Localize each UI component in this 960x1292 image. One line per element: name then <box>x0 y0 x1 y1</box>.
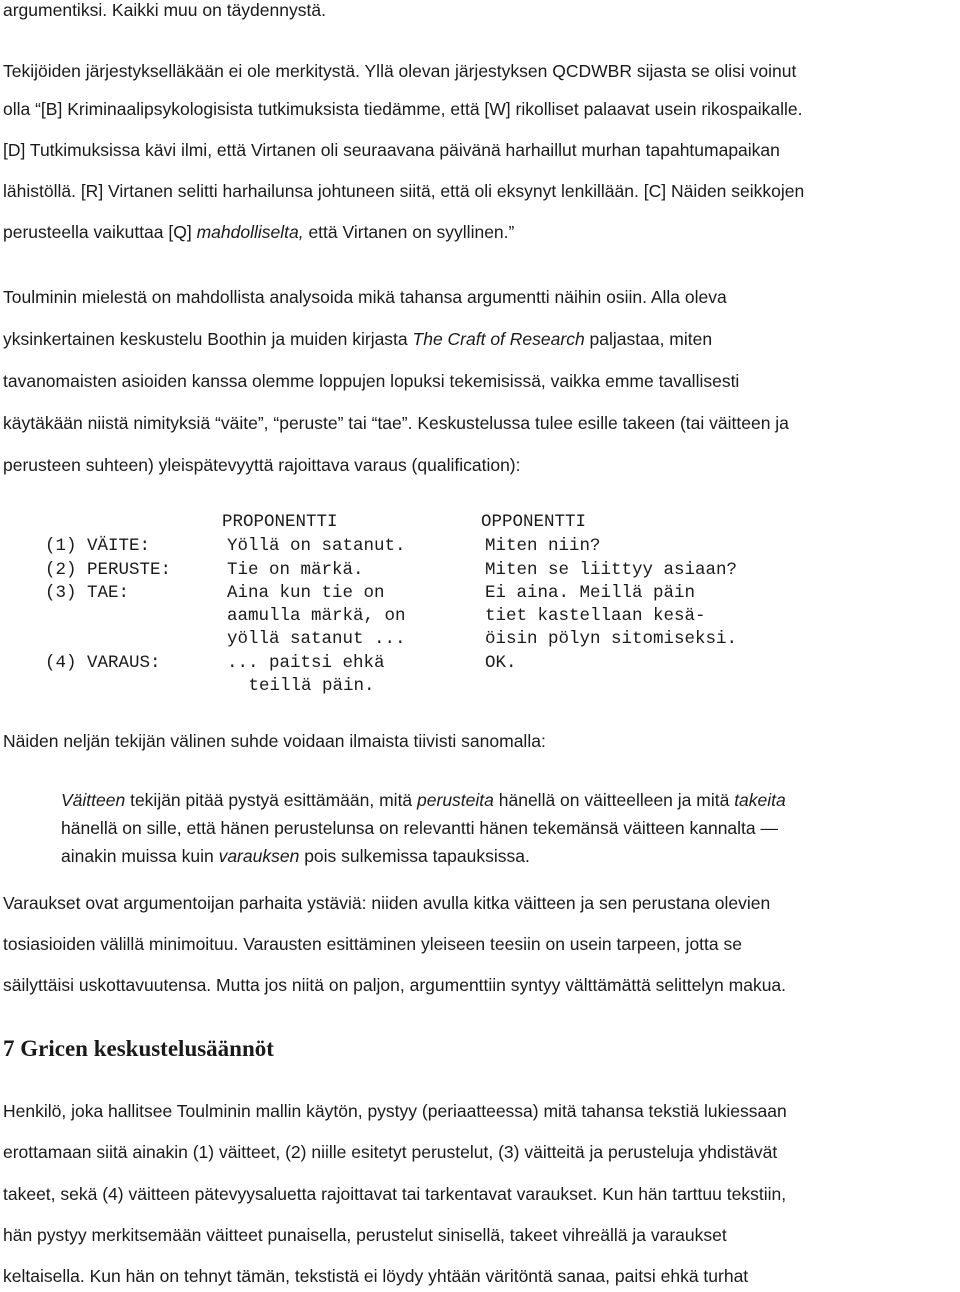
text-line: Varaukset ovat argumentoijan parhaita ystäviä: niiden avulla kitka väitteen ja sen perustana olevien <box>3 893 771 913</box>
row-label-claim: (1) VÄITE: <box>45 536 151 556</box>
text-line: käytäkään niistä nimityksiä “väite”, “peruste” tai “tae”. Keskustelussa tulee esille takeen (tai väitteen ja <box>3 413 789 433</box>
proponent-cell: yöllä satanut ... <box>227 629 406 649</box>
text-line: olla “[B] Kriminaalipsykologisista tutkimuksista tiedämme, että [W] rikolliset palaavat usein rikospaikalle. <box>3 99 803 119</box>
text-run: paljastaa, miten <box>584 329 713 349</box>
proponent-cell: Yöllä on satanut. <box>227 536 406 556</box>
header-opponent: OPPONENTTI <box>481 512 587 532</box>
quote-line <box>61 846 530 867</box>
opponent-cell: Miten niin? <box>485 536 601 556</box>
text-line: Toulminin mielestä on mahdollista analysoida mikä tahansa argumentti näihin osiin. Alla oleva <box>3 287 727 307</box>
proponent-cell: ... paitsi ehkä <box>227 653 385 673</box>
proponent-cell: aamulla märkä, on <box>227 606 406 626</box>
row-label-warrant: (3) TAE: <box>45 583 130 603</box>
text-line: Tekijöiden järjestykselläkään ei ole merkitystä. Yllä olevan järjestyksen QCDWBR sijasta se olisi voinut <box>3 61 797 81</box>
text-line: keltaisella. Kun hän on tehnyt tämän, tekstistä ei löydy yhtään väritöntä sanaa, paitsi ehkä turhat <box>3 1266 749 1286</box>
quote-line <box>61 818 778 839</box>
proponent-cell: Tie on märkä. <box>227 560 364 580</box>
emphasis-text: takeita <box>734 790 786 810</box>
text-line: Näiden neljän tekijän välinen suhde voidaan ilmaista tiivisti sanomalla: <box>3 731 546 751</box>
book-title: The Craft of Research <box>412 329 585 349</box>
opponent-cell: OK. <box>485 653 517 673</box>
emphasis-text: mahdolliselta, <box>196 222 304 242</box>
proponent-cell: Aina kun tie on <box>227 583 385 603</box>
text-line: Henkilö, joka hallitsee Toulminin mallin käytön, pystyy (periaatteessa) mitä tahansa tekstiä lukiessaan <box>3 1101 787 1121</box>
text-run: ainakin muissa kuin <box>61 846 219 866</box>
text-run: tekijän pitää pystyä esittämään, mitä <box>125 790 418 810</box>
text-line: tavanomaisten asioiden kanssa olemme loppujen lopuksi tekemisissä, vaikka emme tavallisesti <box>3 371 740 391</box>
text-run: perusteella vaikuttaa [Q] <box>3 222 197 242</box>
text-line: lähistöllä. [R] Virtanen selitti harhailunsa johtuneen siitä, että oli eksynyt lenkillään. [C] Näiden seikkojen <box>3 181 805 201</box>
text-run: hänellä on väitteelleen ja mitä <box>493 790 735 810</box>
header-proponent: PROPONENTTI <box>222 512 338 532</box>
opponent-cell: öisin pölyn sitomiseksi. <box>485 629 738 649</box>
text-line <box>3 329 712 350</box>
text-line: säilyttäisi uskottavuutensa. Mutta jos niitä on paljon, argumenttiin syntyy välttämättä selittelyn makua. <box>3 975 787 995</box>
emphasis-text: perusteita <box>417 790 494 810</box>
section-heading: 7 Gricen keskustelusäännöt <box>3 1036 274 1061</box>
text-line: perusteen suhteen) yleispätevyyttä rajoittava varaus (qualification): <box>3 455 521 475</box>
opponent-cell: Miten se liittyy asiaan? <box>485 560 738 580</box>
row-label-qualifier: (4) VARAUS: <box>45 653 161 673</box>
text-line: erottamaan siitä ainakin (1) väitteet, (2) niille esitetyt perustelut, (3) väitteitä ja perusteluja yhdistävät <box>3 1142 778 1162</box>
proponent-cell: teillä päin. <box>238 676 375 696</box>
text-line: [D] Tutkimuksissa kävi ilmi, että Virtanen oli seuraavana päivänä harhaillut murhan tapahtumapaikan <box>3 140 780 160</box>
text-run: pois sulkemissa tapauksissa. <box>299 846 530 866</box>
text-line: argumentiksi. Kaikki muu on täydennystä. <box>3 0 326 20</box>
quote-line <box>61 790 786 811</box>
emphasis-text: varauksen <box>218 846 300 866</box>
emphasis-text: Väitteen <box>61 790 126 810</box>
opponent-cell: Ei aina. Meillä päin <box>485 583 696 603</box>
text-line: hän pystyy merkitsemään väitteet punaisella, perustelut sinisellä, takeet vihreällä ja varaukset <box>3 1225 727 1245</box>
text-run: että Virtanen on syyllinen.” <box>303 222 515 242</box>
row-label-grounds: (2) PERUSTE: <box>45 560 172 580</box>
text-line: takeet, sekä (4) väitteen pätevyysaluetta rajoittavat tai tarkentavat varaukset. Kun hän tarttuu tekstiin, <box>3 1184 787 1204</box>
opponent-cell: tiet kastellaan kesä- <box>485 606 706 626</box>
text-line <box>3 222 514 243</box>
text-run: hänellä on sille, että hänen perustelunsa on relevantti hänen tekemänsä väitteen kannalta — <box>61 818 779 838</box>
text-line: tosiasioiden välillä minimoituu. Varausten esittäminen yleiseen teesiin on usein tarpeen, jotta se <box>3 934 742 954</box>
text-run: yksinkertainen keskustelu Boothin ja muiden kirjasta <box>3 329 413 349</box>
